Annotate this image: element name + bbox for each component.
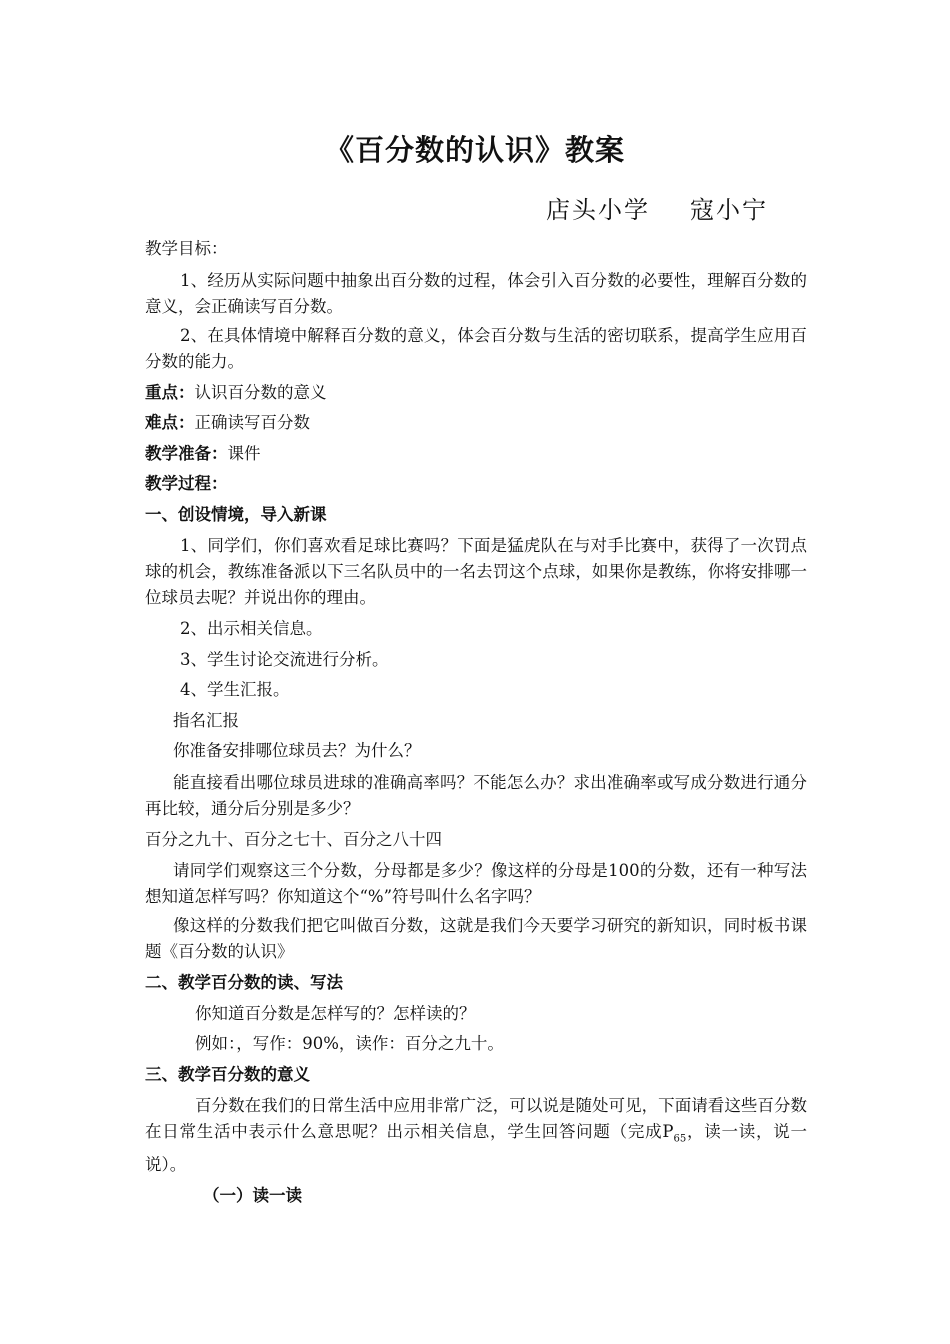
preparation (145, 439, 807, 470)
section-1-paragraph: 你准备安排哪位球员去？为什么？ (173, 741, 421, 760)
section-1-paragraph: 能直接看出哪位球员进球的准确高率吗？不能怎么办？求出准确率或写成分数进行通分再比较，通分后分别是多少？ (145, 772, 807, 818)
section-2-paragraph: 你知道百分数是怎样写的？怎样读的？ (195, 1003, 476, 1023)
key-point (145, 378, 807, 409)
author-name: 寇小宁 (690, 196, 768, 224)
preparation-label: 教学准备： (145, 443, 228, 463)
document-body (145, 234, 807, 1212)
section-3-text-a: 百分数在我们的日常生活中应用非常广泛，可以说是随处可见，下面请看这些百分数在日常生活中表示什么意思呢？出示相关信息，学生回答问题（完成P (145, 1096, 807, 1141)
section-3-heading: 三、教学百分数的意义 (145, 1064, 310, 1084)
section-1-paragraph: 请同学们观察这三个分数，分母都是多少？像这样的分母是100的分数，还有一种写法想知道怎样写吗？你知道这个“%”符号叫什么名字吗？ (145, 861, 807, 906)
section-1-paragraph: 3、学生讨论交流进行分析。 (180, 649, 389, 669)
preparation-text: 课件 (227, 443, 261, 463)
process-heading: 教学过程： (145, 474, 228, 493)
section-1-paragraph: 4、学生汇报。 (180, 680, 290, 699)
document-title: 《百分数的认识》教案 (324, 133, 625, 167)
section-3-subheading: （一）读一读 (203, 1186, 302, 1206)
difficulty-text: 正确读写百分数 (194, 413, 310, 432)
school-name: 店头小学 (546, 196, 650, 224)
key-point-label: 重点： (145, 382, 195, 402)
objectives-heading: 教学目标： (145, 239, 228, 258)
section-1-heading: 一、创设情境，导入新课 (145, 504, 327, 524)
section-1-paragraph: 2、出示相关信息。 (180, 619, 323, 638)
section-1-paragraph: 像这样的分数我们把它叫做百分数，这就是我们今天要学习研究的新知识，同时板书课题《百分数的认识》 (145, 916, 807, 961)
section-1-paragraph: 百分之九十、百分之七十、百分之八十四 (145, 829, 442, 849)
section-3-text-b: ，读一读，说一说）。 (145, 1122, 807, 1175)
key-point-text: 认识百分数的意义 (194, 382, 327, 402)
section-1-paragraph: 1、同学们，你们喜欢看足球比赛吗？下面是猛虎队在与对手比赛中，获得了一次罚点球的机会，教练准备派以下三名队员中的一名去罚这个点球，如果你是教练，你将安排哪一位球员去呢？并说出你的理由。 (145, 536, 807, 607)
objective-2: 2、在具体情境中解释百分数的意义，体会百分数与生活的密切联系，提高学生应用百分数的能力。 (145, 325, 807, 371)
author-line (546, 190, 768, 225)
difficulty-label: 难点： (145, 413, 195, 432)
section-1-paragraph: 指名汇报 (173, 710, 239, 730)
section-2-heading: 二、教学百分数的读、写法 (145, 973, 343, 992)
section-3-paragraph (145, 1093, 807, 1178)
section-2-paragraph: 例如：，写作：90%，读作：百分之九十。 (195, 1034, 504, 1053)
difficulty (145, 408, 807, 439)
objective-1: 1、经历从实际问题中抽象出百分数的过程，体会引入百分数的必要性，理解百分数的意义，会正确读写百分数。 (145, 270, 807, 316)
page-subscript: 65 (673, 1133, 687, 1145)
